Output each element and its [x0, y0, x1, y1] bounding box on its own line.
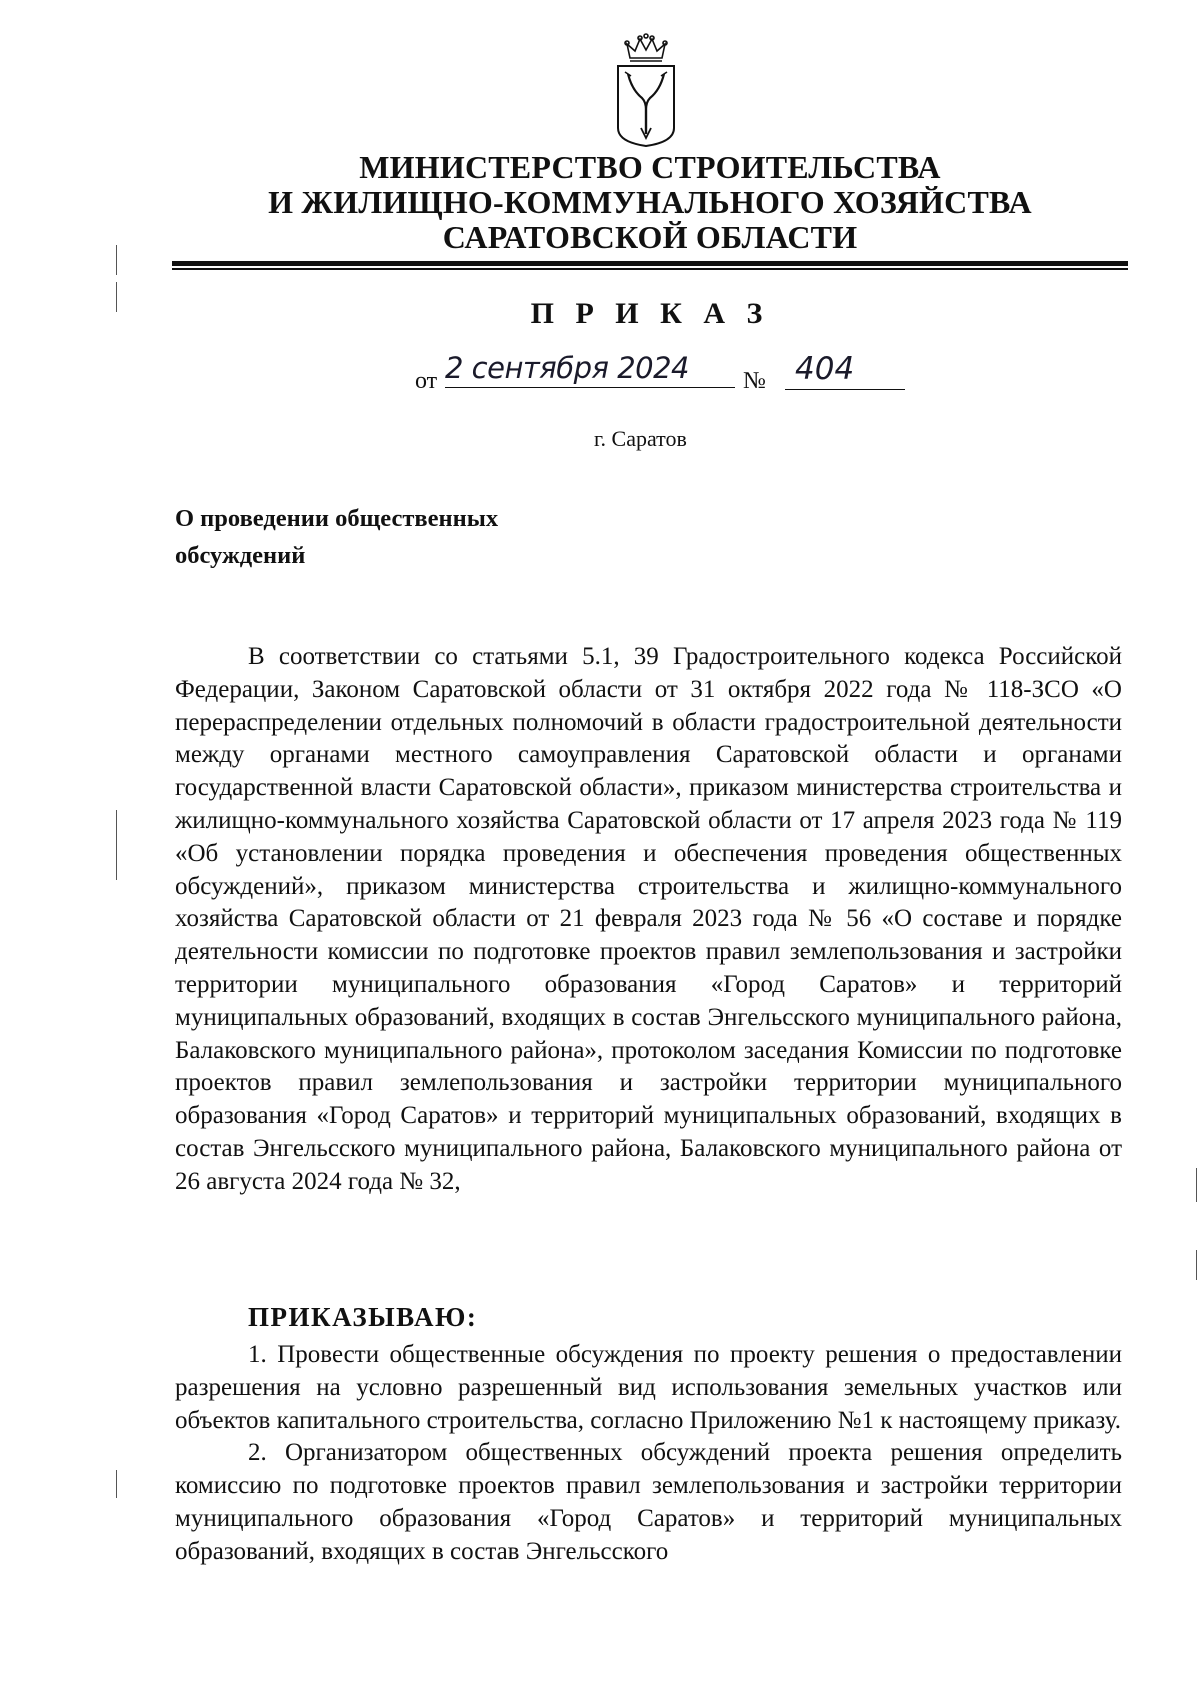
header-rule-thick [172, 261, 1128, 266]
scan-artifact [1196, 1168, 1197, 1202]
order-item-2: 2. Организатором общественных обсуждений проекта решения определить комиссию по подготовке проектов правил землепользования и застройки территории муниципального образования «Город Саратов» и территорий муниципальных образований, входящих в состав Энгельсского [175, 1439, 1122, 1565]
order-subject [175, 500, 695, 574]
order-verb-heading: ПРИКАЗЫВАЮ: [248, 1302, 478, 1332]
saratov-coat-of-arms-icon [610, 32, 682, 150]
ministry-header [170, 150, 1130, 255]
date-prefix: от [415, 368, 438, 394]
scan-artifact [1196, 1250, 1197, 1280]
handwritten-date: 2 сентября 2024 [445, 351, 735, 388]
ministry-line-2: И ЖИЛИЩНО-КОММУНАЛЬНОГО ХОЗЯЙСТВА [268, 184, 1032, 220]
number-prefix: № [743, 368, 766, 394]
scan-artifact [116, 1470, 117, 1498]
scan-artifact [116, 245, 117, 275]
handwritten-number: 404 [785, 351, 905, 390]
header-rule-thin [172, 268, 1128, 270]
subject-line-1: О проведении общественных [175, 505, 499, 532]
subject-line-2: обсуждений [175, 542, 306, 569]
scan-artifact [116, 282, 117, 312]
order-items [175, 1339, 1122, 1569]
order-title: П Р И К А З [530, 297, 770, 330]
ministry-line-3: САРАТОВСКОЙ ОБЛАСТИ [442, 219, 858, 255]
preamble-paragraph: В соответствии со статьями 5.1, 39 Градостроительного кодекса Российской Федерации, Законом Саратовской области от 31 октября 2022 года № 118-ЗСО «О перераспределении отдельных полномочий в области градостроительной деятельности между органами местного самоуправления Саратовской области и органами государственной власти Саратовской области», приказом министерства строительства и жилищно-коммунального хозяйства Саратовской области от 17 апреля 2023 года № 119 «Об установлении порядка проведения и обеспечения проведения общественных обсуждений», приказом министерства строительства и жилищно-коммунального хозяйства Саратовской области от 21 февраля 2023 года № 56 «О составе и порядке деятельности комиссии по подготовке проектов правил землепользования и застройки территории муниципального образования «Город Саратов» и территорий муниципальных образований, входящих в состав Энгельсского муниципального района, Балаковского муниципального района», протоколом заседания Комиссии по подготовке проектов правил землепользования и застройки территории муниципального образования «Город Саратов» и территорий муниципальных образований, входящих в состав Энгельсского муниципального района, Балаковского муниципального района от 26 августа 2024 года № 32, [175, 643, 1122, 1195]
ministry-line-1: МИНИСТЕРСТВО СТРОИТЕЛЬСТВА [359, 149, 941, 185]
order-date-number-line [415, 351, 885, 405]
order-item-1: 1. Провести общественные обсуждения по проекту решения о предоставлении разрешения на условно разрешенный вид использования земельных участков или объектов капитального строительства, согласно Приложению №1 к настоящему приказу. [175, 1341, 1122, 1434]
scan-artifact [116, 810, 117, 880]
city-label: г. Саратов [594, 426, 687, 451]
